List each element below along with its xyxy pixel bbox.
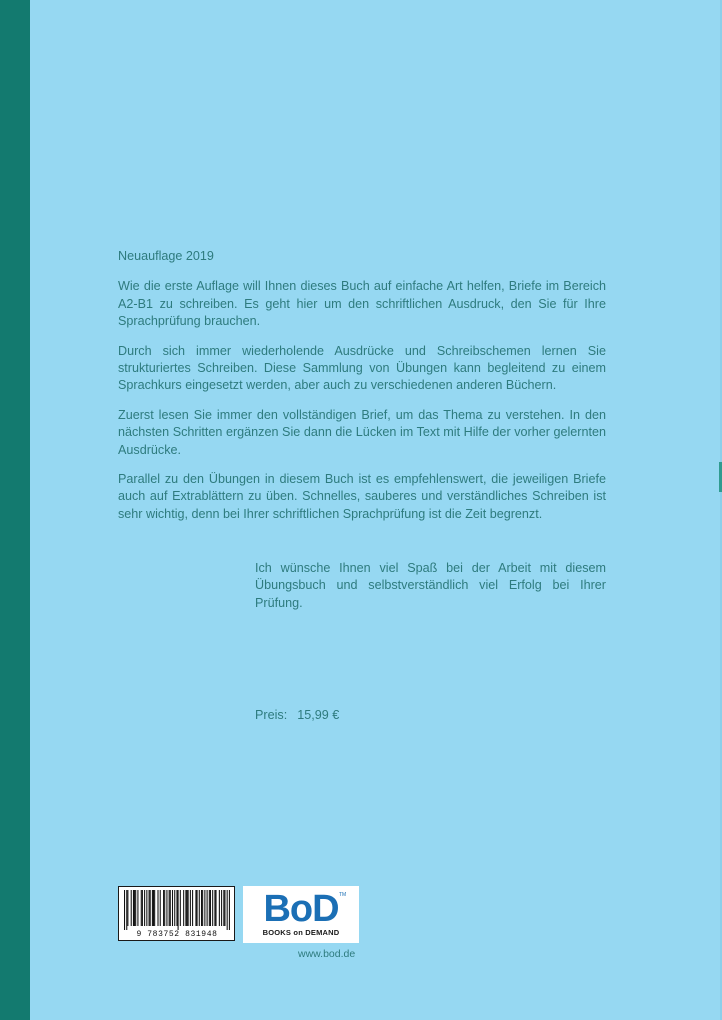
- back-cover-blurb: [118, 248, 606, 535]
- barcode-bar: [199, 890, 200, 926]
- barcode-bar: [197, 890, 198, 926]
- barcode-bar: [201, 890, 202, 926]
- barcode-bar: [134, 890, 135, 926]
- barcode-bar: [212, 890, 213, 926]
- blurb-paragraph-4: Parallel zu den Übungen in diesem Buch ist es empfehlenswert, die jeweiligen Briefe auch auf Extrablättern zu üben. Schnelles, sauberes und verständliches Schreiben ist sehr wichtig, denn bei Ihrer schriftlichen Sprachprüfung ist die Zeit begrenzt.: [118, 472, 606, 521]
- barcode-bar: [176, 890, 177, 926]
- barcode-graphic: [122, 890, 232, 938]
- barcode-bar: [137, 890, 138, 926]
- price-line: [255, 707, 339, 724]
- barcode-bar: [153, 890, 154, 926]
- barcode-bar: [164, 890, 165, 926]
- bod-tagline: BOOKS on DEMAND: [262, 928, 340, 937]
- barcode-bar: [170, 890, 171, 926]
- barcode-bar: [131, 890, 132, 926]
- barcode-bar: [154, 890, 155, 926]
- barcode-bar: [174, 890, 175, 926]
- barcode-bar: [152, 890, 153, 926]
- barcode-bar: [190, 890, 191, 926]
- barcode-bar: [141, 890, 142, 926]
- barcode-bar: [178, 890, 179, 930]
- barcode-bar: [229, 890, 230, 930]
- barcode-bar: [202, 890, 203, 926]
- barcode-bar: [150, 890, 151, 926]
- bod-logo-box: [243, 886, 359, 943]
- barcode-bar: [142, 890, 143, 926]
- publisher-website[interactable]: www.bod.de: [298, 948, 356, 960]
- trademark-mark: TM: [339, 892, 347, 898]
- price-value: 15,99 €: [297, 708, 340, 722]
- barcode-bar: [188, 890, 189, 926]
- barcode-bar: [146, 890, 147, 926]
- barcode-bar: [135, 890, 136, 926]
- isbn-barcode: [118, 886, 235, 941]
- blurb-paragraph-1: Wie die erste Auflage will Ihnen dieses Buch auf einfache Art helfen, Briefe im Bereich A2-B1 zu schreiben. Es geht hier um den schriftlichen Ausdruck, den Sie für Ihre Sprachprüfung brauchen.: [118, 279, 606, 329]
- barcode-bar: [224, 890, 225, 926]
- barcode-bar: [127, 890, 128, 926]
- barcode-bar: [149, 890, 150, 926]
- barcode-bar: [227, 890, 228, 930]
- blurb-paragraph-3: Zuerst lesen Sie immer den vollständigen Brief, um das Thema zu verstehen. In den nächsten Schritten ergänzen Sie dann die Lücken im Text mit Hilfe der vorher gelernten Ausdrücke.: [118, 407, 606, 457]
- barcode-bar: [210, 890, 211, 926]
- blurb-paragraph-2: Durch sich immer wiederholende Ausdrücke und Schreibschemen lernen Sie strukturiertes Schreiben. Diese Sammlung von Übungen kann begleitend zu einem Sprachkurs eingesetzt werden, aber auch zu verschiedenen anderen Büchern.: [118, 343, 606, 393]
- barcode-bar: [183, 890, 184, 926]
- barcode-bar: [192, 890, 193, 926]
- barcode-bar: [185, 890, 186, 926]
- book-spine: [0, 0, 30, 1020]
- barcode-bar: [215, 890, 216, 926]
- barcode-bar: [157, 890, 158, 926]
- barcode-bar: [133, 890, 134, 926]
- barcode-bar: [169, 890, 170, 926]
- bod-logo: BoD: [263, 888, 339, 930]
- barcode-bar: [221, 890, 222, 926]
- barcode-bar: [214, 890, 215, 926]
- barcode-bar: [163, 890, 164, 926]
- barcode-bar: [160, 890, 161, 926]
- barcode-bar: [204, 890, 205, 926]
- barcode-bar: [219, 890, 220, 926]
- barcode-bar: [223, 890, 224, 926]
- barcode-bar: [144, 890, 145, 926]
- barcode-bar: [126, 890, 127, 930]
- price-label: Preis:: [255, 708, 288, 722]
- barcode-bar: [180, 890, 181, 926]
- barcode-digits: 9 783752 831948: [136, 930, 218, 938]
- barcode-bar: [166, 890, 167, 926]
- barcode-bar: [172, 890, 173, 926]
- barcode-bar: [195, 890, 196, 926]
- barcode-bar: [207, 890, 208, 926]
- edition-note: Neuauflage 2019: [118, 249, 214, 263]
- author-wish: Ich wünsche Ihnen viel Spaß bei der Arbeit mit diesem Übungsbuch und selbstverständlich viel Erfolg bei Ihrer Prüfung.: [255, 561, 606, 610]
- barcode-bar: [209, 890, 210, 926]
- barcode-bar: [124, 890, 125, 930]
- barcode-bar: [186, 890, 187, 926]
